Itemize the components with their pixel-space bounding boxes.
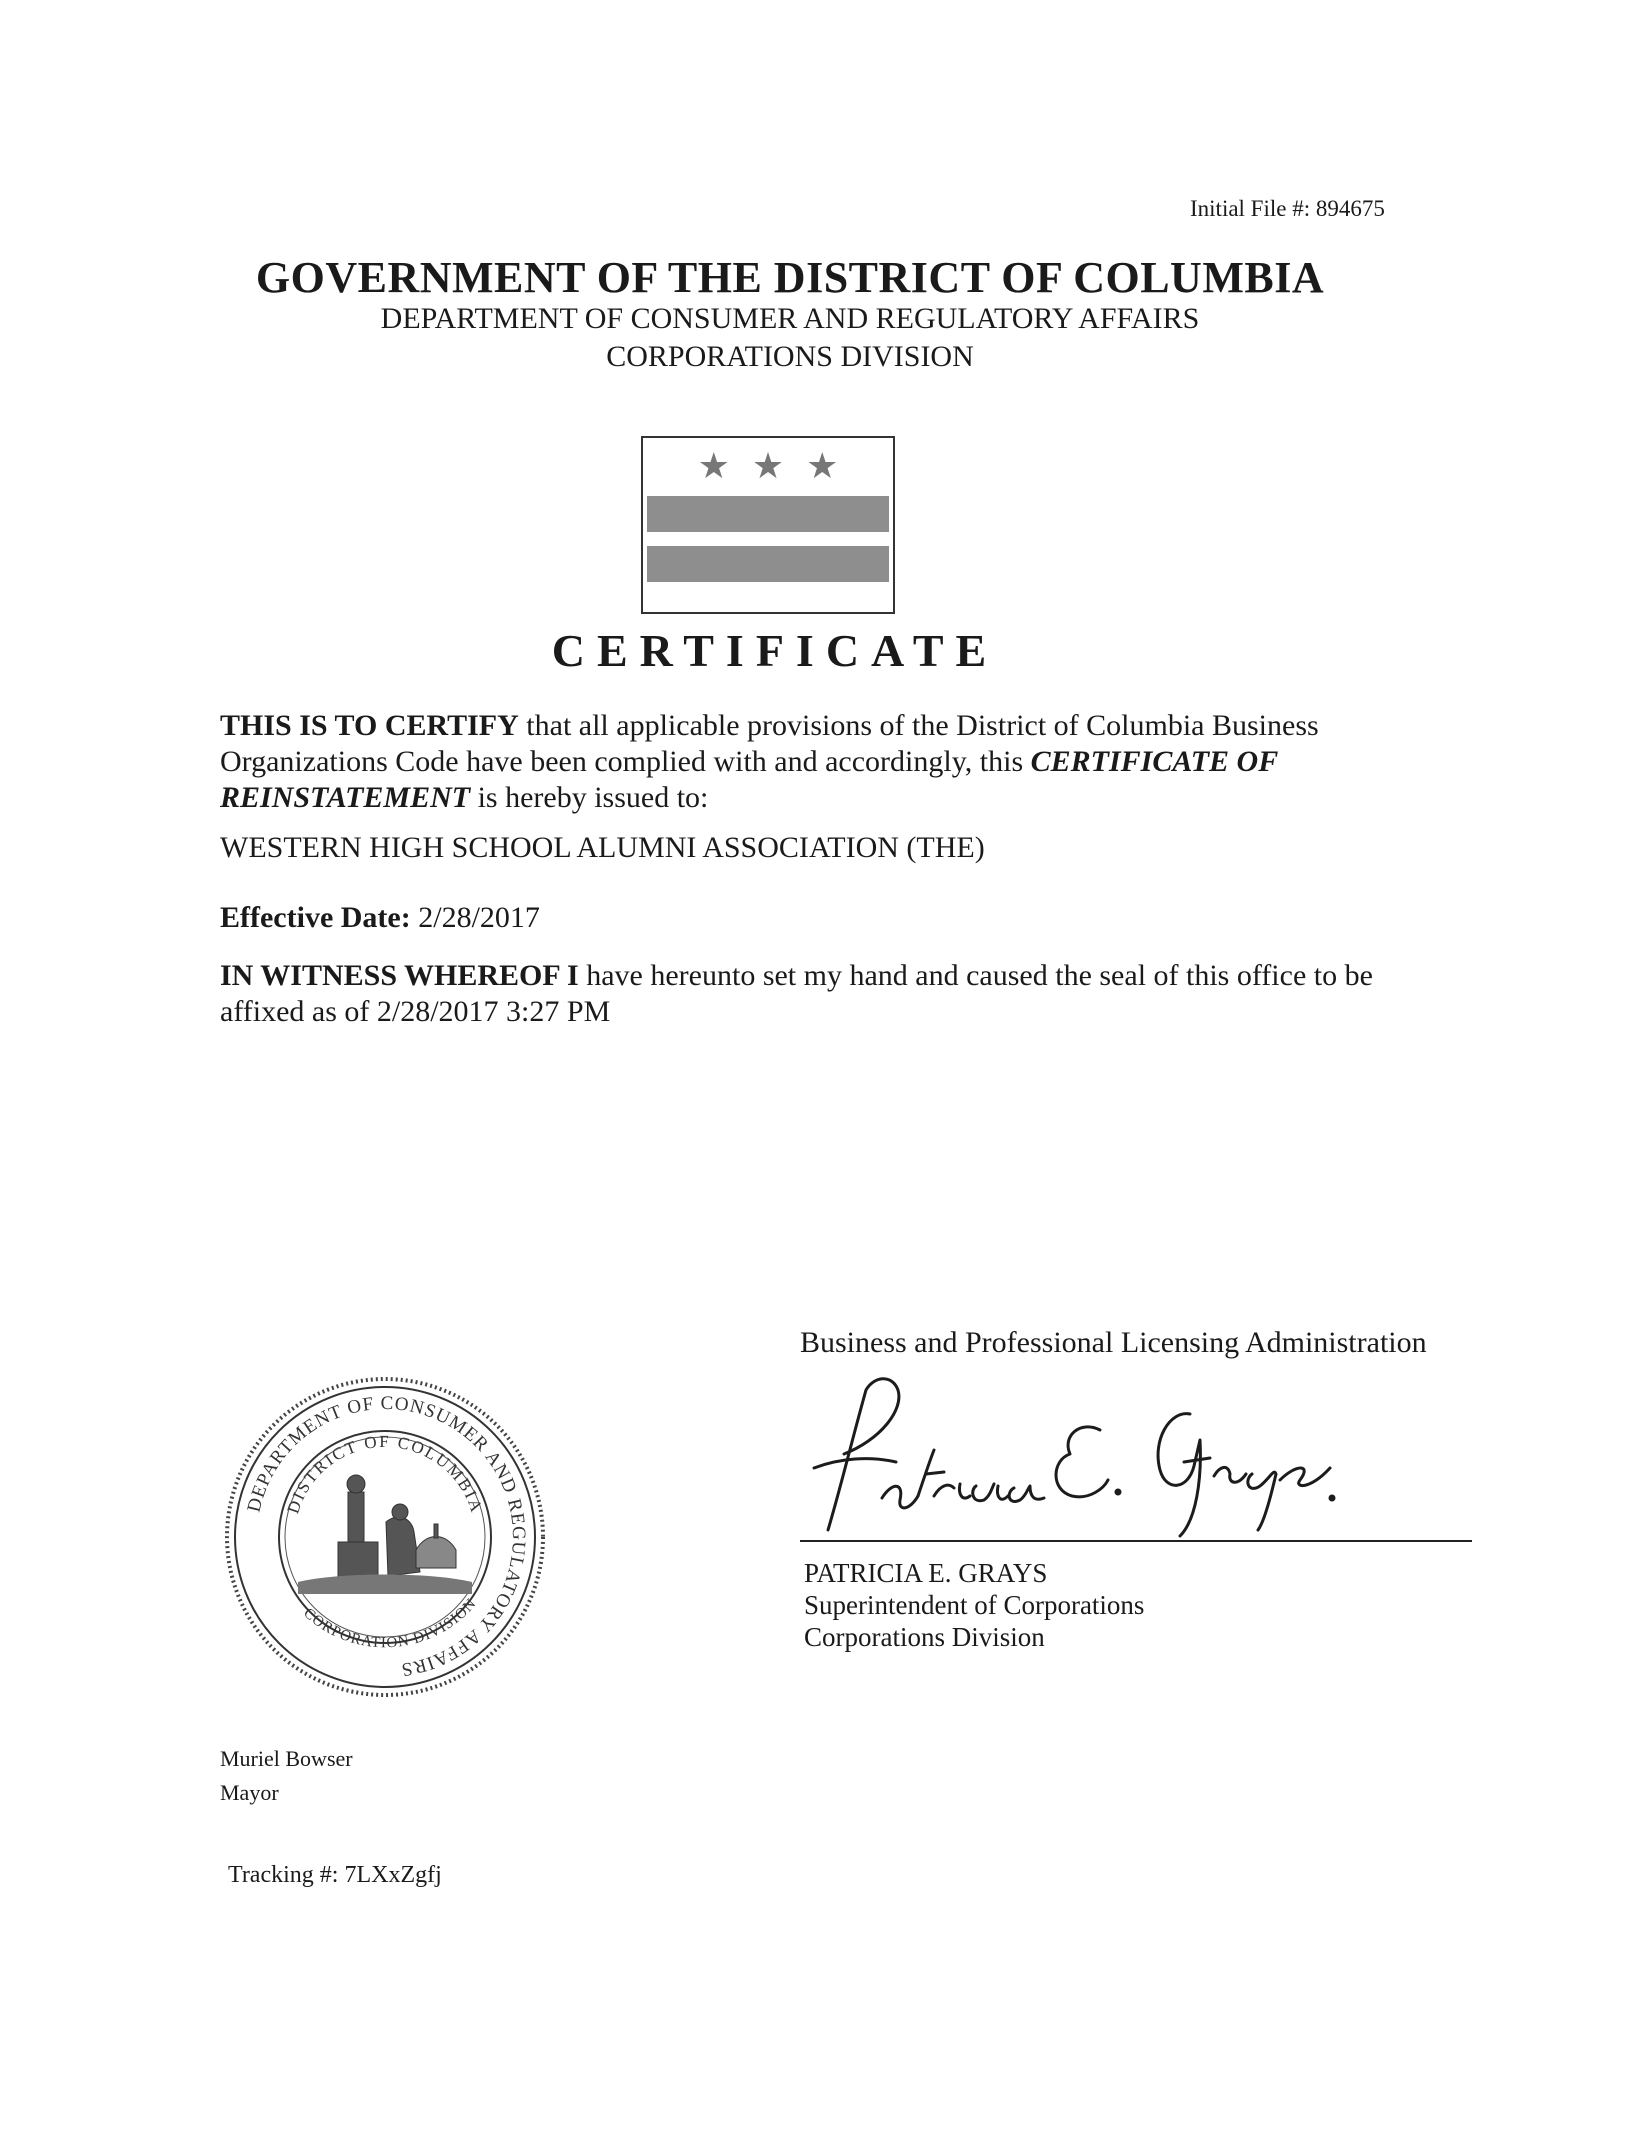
svg-text:DISTRICT OF COLUMBIA: [283, 1432, 486, 1516]
seal-bottom-text: CORPORATION DIVISION: [300, 1595, 480, 1652]
organization-name: WESTERN HIGH SCHOOL ALUMNI ASSOCIATION (THE): [220, 831, 985, 864]
effective-date-value: 2/28/2017: [410, 901, 540, 934]
department-name: DEPARTMENT OF CONSUMER AND REGULATORY AFFAIRS: [380, 302, 1200, 335]
flag-stripe-upper: [647, 496, 889, 532]
seal-inner-text: DISTRICT OF COLUMBIA: [283, 1431, 487, 1516]
witness-text: have hereunto set my hand and caused the seal of this office to be affixed as of 2/28/2017 3:27 PM: [220, 959, 1373, 1028]
seal-outer-text: DEPARTMENT OF CONSUMER AND REGULATORY AFFAIRS: [243, 1392, 530, 1681]
certify-lead: THIS IS TO CERTIFY: [220, 709, 519, 742]
mayor-name: Muriel Bowser: [220, 1746, 353, 1771]
handwritten-signature: [800, 1370, 1340, 1540]
certify-text: that all applicable provisions of the District of Columbia Business Organizations Code have been complied with and accordingly, this: [220, 709, 1319, 778]
certification-paragraph: [220, 708, 1440, 816]
certificate-type: CERTIFICATE OF REINSTATEMENT: [220, 745, 1278, 814]
department-seal: [220, 1372, 550, 1702]
witness-paragraph: [220, 958, 1440, 1030]
flag-stars-icon: ★★★: [697, 446, 861, 487]
effective-date-line: [220, 900, 1440, 936]
effective-date-label: Effective Date:: [220, 901, 411, 934]
administration-name: Business and Professional Licensing Administration: [800, 1326, 1427, 1359]
flag-stripe-lower: [647, 546, 889, 582]
division-name: CORPORATIONS DIVISION: [606, 340, 974, 373]
initial-file-number: Initial File #: 894675: [1190, 196, 1385, 221]
government-title: GOVERNMENT OF THE DISTRICT OF COLUMBIA: [255, 253, 1325, 302]
signer-division: Corporations Division: [804, 1622, 1045, 1652]
mayor-title: Mayor: [220, 1780, 279, 1805]
dc-flag-image: [641, 436, 895, 614]
issued-to-text: is hereby issued to:: [470, 781, 709, 814]
certificate-heading: CERTIFICATE: [551, 625, 999, 676]
signature-line: [800, 1540, 1472, 1542]
tracking-number: Tracking #: 7LXxZgfj: [228, 1862, 442, 1888]
witness-lead: IN WITNESS WHEREOF I: [220, 959, 579, 992]
signer-name: PATRICIA E. GRAYS: [804, 1558, 1048, 1588]
signer-title: Superintendent of Corporations: [804, 1590, 1145, 1620]
